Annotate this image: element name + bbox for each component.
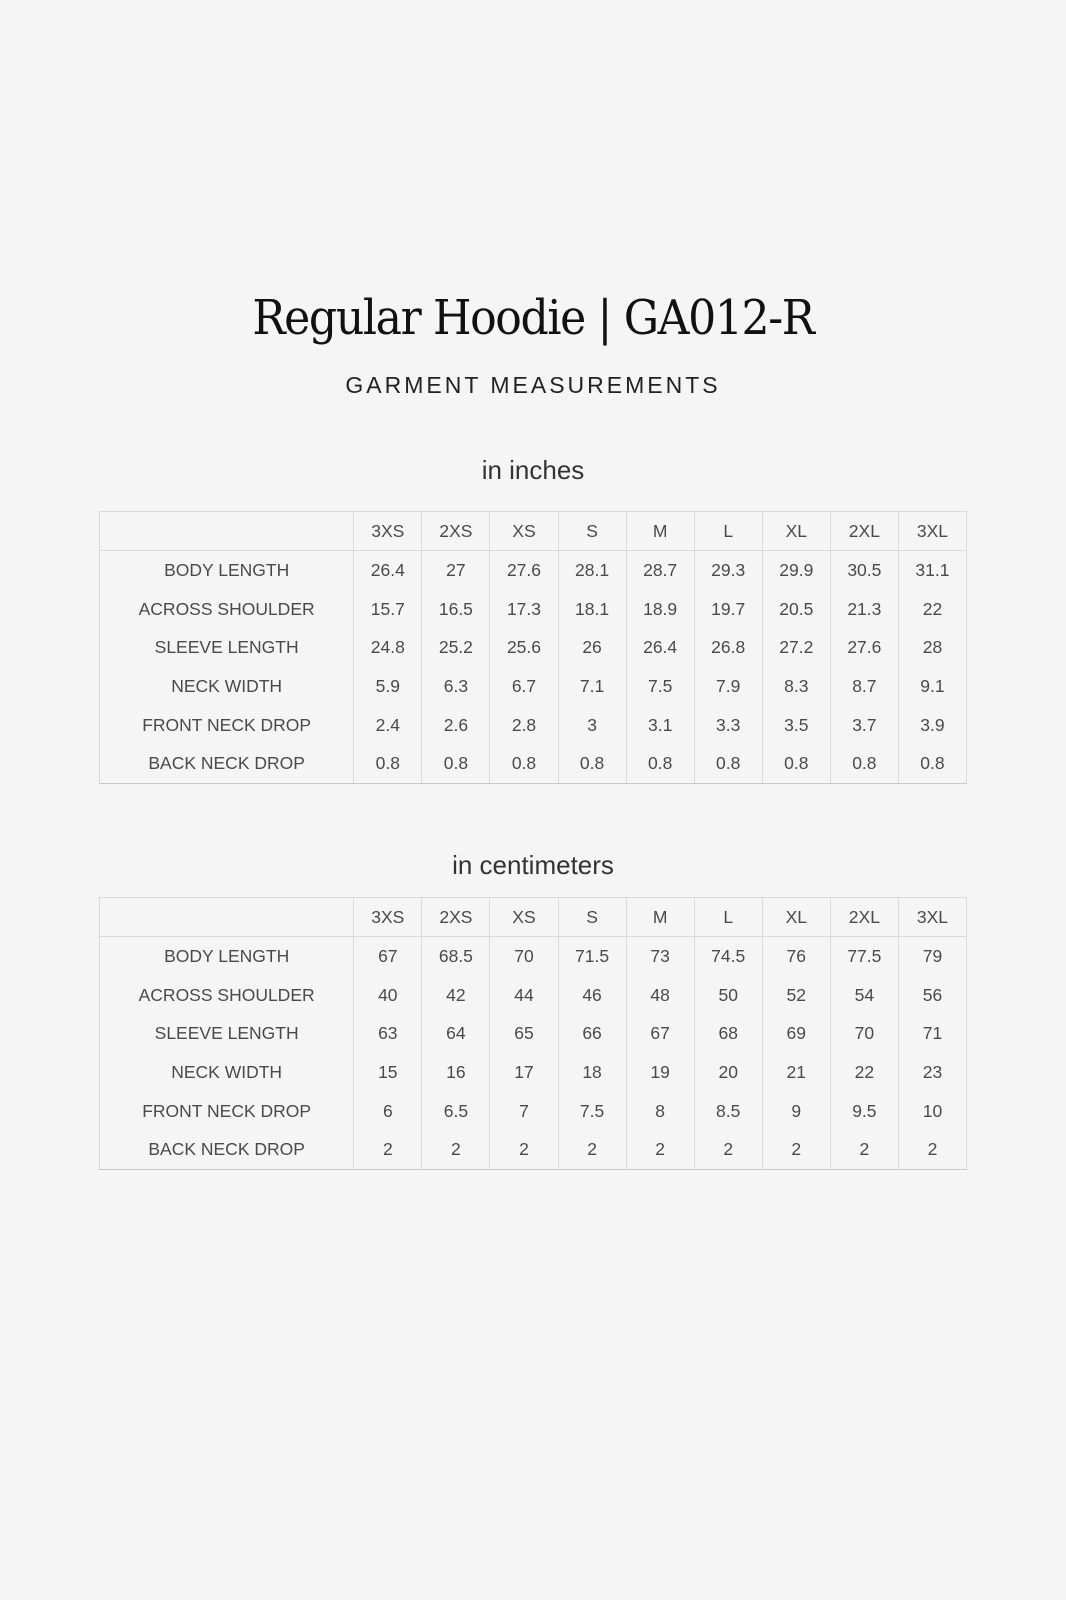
measurement-value: 7.9 [694,667,762,706]
measurement-value: 0.8 [354,744,422,783]
measurement-value: 76 [762,937,830,976]
measurement-value: 9 [762,1092,830,1131]
measurement-value: 68 [694,1014,762,1053]
table-header-row [100,512,967,551]
measurement-value: 2 [694,1130,762,1169]
measurement-value: 8.7 [830,667,898,706]
measurement-value: 2 [558,1130,626,1169]
measurement-value: 2 [422,1130,490,1169]
measurement-value: 2 [830,1130,898,1169]
measurement-value: 8 [626,1092,694,1131]
table-row [100,667,967,706]
size-header: S [558,512,626,551]
measurement-value: 26.4 [626,628,694,667]
measurement-value: 2.6 [422,706,490,745]
size-header: 3XL [898,898,966,937]
measurement-value: 71 [898,1014,966,1053]
measurement-value: 17 [490,1053,558,1092]
measurement-value: 6.5 [422,1092,490,1131]
measurement-value: 70 [830,1014,898,1053]
measurement-value: 8.5 [694,1092,762,1131]
table-row [100,976,967,1015]
measurement-value: 0.8 [626,744,694,783]
measurement-value: 6 [354,1092,422,1131]
measurement-value: 0.8 [898,744,966,783]
measurement-value: 15 [354,1053,422,1092]
measurement-value: 21 [762,1053,830,1092]
size-header: M [626,512,694,551]
measurement-value: 25.2 [422,628,490,667]
measurement-value: 17.3 [490,590,558,629]
measurement-value: 26.4 [354,551,422,590]
measurement-label: BODY LENGTH [100,937,354,976]
centimeters-table [99,897,967,1170]
measurement-value: 18 [558,1053,626,1092]
measurement-value: 30.5 [830,551,898,590]
measurement-value: 28 [898,628,966,667]
measurement-value: 2 [626,1130,694,1169]
size-header: 3XL [898,512,966,551]
measurement-value: 3.5 [762,706,830,745]
header-blank-cell [100,512,354,551]
measurement-value: 67 [354,937,422,976]
measurement-label: FRONT NECK DROP [100,1092,354,1131]
measurement-value: 31.1 [898,551,966,590]
measurement-label: ACROSS SHOULDER [100,976,354,1015]
measurement-value: 71.5 [558,937,626,976]
size-header: XL [762,512,830,551]
measurement-value: 27.6 [490,551,558,590]
measurement-value: 21.3 [830,590,898,629]
measurement-value: 6.7 [490,667,558,706]
size-header: L [694,898,762,937]
size-header: S [558,898,626,937]
size-header: M [626,898,694,937]
measurement-value: 0.8 [422,744,490,783]
measurement-value: 8.3 [762,667,830,706]
measurement-label: NECK WIDTH [100,667,354,706]
table-row [100,744,967,783]
measurement-label: BACK NECK DROP [100,744,354,783]
measurement-value: 44 [490,976,558,1015]
size-header: 2XL [830,512,898,551]
measurement-value: 48 [626,976,694,1015]
measurement-value: 9.1 [898,667,966,706]
measurement-value: 50 [694,976,762,1015]
measurement-value: 27 [422,551,490,590]
size-header: 3XS [354,898,422,937]
table-row [100,706,967,745]
table-header-row [100,898,967,937]
size-header: XS [490,512,558,551]
measurement-value: 29.9 [762,551,830,590]
measurement-value: 6.3 [422,667,490,706]
table-row [100,551,967,590]
measurement-label: BODY LENGTH [100,551,354,590]
measurement-value: 2 [490,1130,558,1169]
table-row [100,1092,967,1131]
measurement-value: 24.8 [354,628,422,667]
measurement-value: 28.1 [558,551,626,590]
measurement-value: 65 [490,1014,558,1053]
page-subtitle: GARMENT MEASUREMENTS [345,372,721,398]
measurement-value: 67 [626,1014,694,1053]
table-row [100,1014,967,1053]
measurement-value: 26.8 [694,628,762,667]
header-blank-cell [100,898,354,937]
measurement-value: 19.7 [694,590,762,629]
measurement-value: 9.5 [830,1092,898,1131]
measurement-value: 10 [898,1092,966,1131]
size-header: 3XS [354,512,422,551]
page-title: Regular Hoodie | GA012-R [252,290,814,346]
measurement-value: 19 [626,1053,694,1092]
measurement-value: 0.8 [762,744,830,783]
table-row [100,628,967,667]
measurement-value: 2 [354,1130,422,1169]
measurement-label: SLEEVE LENGTH [100,1014,354,1053]
measurement-value: 3.7 [830,706,898,745]
measurement-value: 7 [490,1092,558,1131]
size-header: 2XS [422,898,490,937]
size-header: XS [490,898,558,937]
table-row [100,937,967,976]
centimeters-heading: in centimeters [452,850,614,880]
inches-table [99,511,967,784]
measurement-value: 5.9 [354,667,422,706]
measurement-value: 7.5 [626,667,694,706]
measurement-value: 0.8 [558,744,626,783]
size-header: 2XL [830,898,898,937]
measurement-value: 40 [354,976,422,1015]
measurement-value: 20.5 [762,590,830,629]
measurement-value: 16 [422,1053,490,1092]
measurement-value: 56 [898,976,966,1015]
measurement-value: 64 [422,1014,490,1053]
measurement-value: 2.4 [354,706,422,745]
measurement-value: 79 [898,937,966,976]
measurement-value: 54 [830,976,898,1015]
table-row [100,590,967,629]
measurement-value: 28.7 [626,551,694,590]
measurement-value: 69 [762,1014,830,1053]
measurement-value: 29.3 [694,551,762,590]
measurement-value: 23 [898,1053,966,1092]
measurement-value: 20 [694,1053,762,1092]
table-row [100,1130,967,1169]
measurement-value: 46 [558,976,626,1015]
measurement-label: ACROSS SHOULDER [100,590,354,629]
measurement-value: 0.8 [694,744,762,783]
measurement-value: 22 [898,590,966,629]
measurement-value: 18.9 [626,590,694,629]
size-header: L [694,512,762,551]
measurement-value: 63 [354,1014,422,1053]
measurement-value: 2 [762,1130,830,1169]
measurement-label: BACK NECK DROP [100,1130,354,1169]
measurement-value: 70 [490,937,558,976]
measurement-value: 26 [558,628,626,667]
measurement-value: 74.5 [694,937,762,976]
measurement-value: 0.8 [490,744,558,783]
measurement-value: 3.1 [626,706,694,745]
measurement-value: 18.1 [558,590,626,629]
size-header: 2XS [422,512,490,551]
measurement-value: 25.6 [490,628,558,667]
measurement-value: 66 [558,1014,626,1053]
measurement-value: 0.8 [830,744,898,783]
measurement-value: 42 [422,976,490,1015]
table-row [100,1053,967,1092]
measurement-value: 2 [898,1130,966,1169]
measurement-value: 3.9 [898,706,966,745]
inches-heading: in inches [481,455,585,485]
measurement-value: 73 [626,937,694,976]
measurement-value: 15.7 [354,590,422,629]
measurement-label: SLEEVE LENGTH [100,628,354,667]
measurement-value: 27.6 [830,628,898,667]
size-header: XL [762,898,830,937]
measurement-value: 52 [762,976,830,1015]
measurement-value: 2.8 [490,706,558,745]
measurement-value: 22 [830,1053,898,1092]
measurement-value: 16.5 [422,590,490,629]
measurement-value: 3.3 [694,706,762,745]
measurement-value: 3 [558,706,626,745]
measurement-label: NECK WIDTH [100,1053,354,1092]
measurement-value: 7.5 [558,1092,626,1131]
measurement-label: FRONT NECK DROP [100,706,354,745]
measurement-value: 68.5 [422,937,490,976]
measurement-value: 7.1 [558,667,626,706]
measurement-value: 27.2 [762,628,830,667]
measurement-value: 77.5 [830,937,898,976]
